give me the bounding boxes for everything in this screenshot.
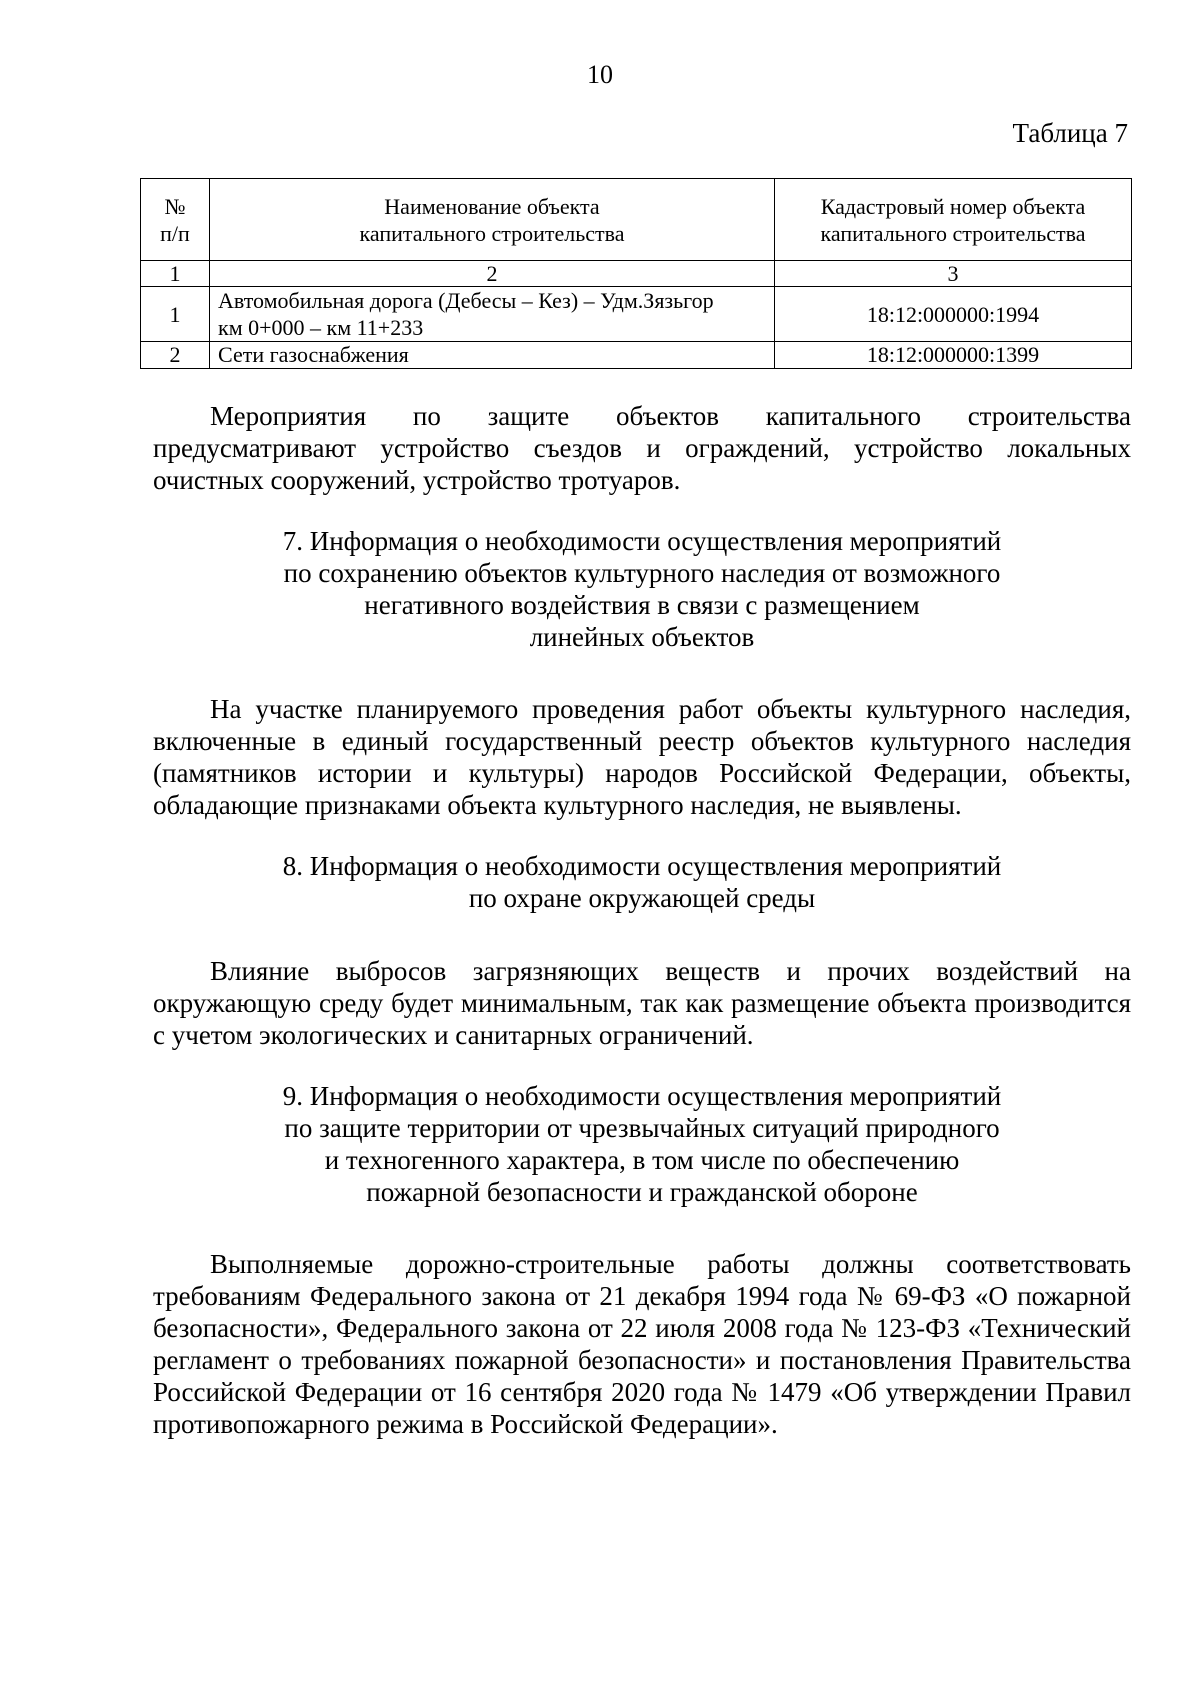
header-num-line1: №: [164, 193, 186, 219]
column-number-row: [141, 261, 1132, 287]
table-header-row: [141, 179, 1132, 261]
header-cad-line1: Кадастровый номер объекта: [820, 193, 1086, 219]
protection-measures-paragraph: Мероприятия по защите объектов капитального строительства предусматривают устройство съездов и ограждений, устройство локальных очистных сооружений, устройство тротуаров.: [153, 401, 1131, 495]
header-num-cell: [141, 179, 210, 261]
section-7-heading-line3: негативного воздействия в связи с размещением: [364, 590, 920, 620]
column-number-cell: 3: [775, 261, 1132, 287]
table-row: [141, 287, 1132, 342]
row-name-line1: Автомобильная дорога (Дебесы – Кез) – Удм.Зязьгор: [218, 288, 714, 313]
section-9-paragraph: Выполняемые дорожно-строительные работы должны соответствовать требованиям Федерального закона от 21 декабря 1994 года № 69-ФЗ «О пожарной безопасности», Федерального закона от 22 июля 2008 года № 123-ФЗ «Технический регламент о требованиях пожарной безопасности» и постановления Правительства Российской Федерации от 16 сентября 2020 года № 1479 «Об утверждении Правил противопожарного режима в Российской Федерации».: [153, 1249, 1131, 1439]
row-num-cell: 1: [141, 287, 210, 342]
header-cadastral-cell: [775, 179, 1132, 261]
section-7-heading-line2: по сохранению объектов культурного наследия от возможного: [283, 558, 1001, 588]
section-9-heading-line4: пожарной безопасности и гражданской обороне: [366, 1177, 918, 1207]
column-number-cell: 1: [141, 261, 210, 287]
row-name-cell: Сети газоснабжения: [210, 342, 775, 369]
header-name-line2: капитального строительства: [359, 220, 625, 246]
header-num-line2: п/п: [160, 220, 190, 246]
section-8-heading-line2: по охране окружающей среды: [468, 883, 816, 913]
column-number-cell: 2: [210, 261, 775, 287]
table-caption: Таблица 7: [1012, 118, 1128, 148]
table-row: [141, 342, 1132, 369]
section-9-heading-line1: 9. Информация о необходимости осуществления мероприятий: [282, 1081, 1002, 1111]
section-7-heading-line1: 7. Информация о необходимости осуществления мероприятий: [282, 526, 1002, 556]
section-8-paragraph: Влияние выбросов загрязняющих веществ и прочих воздействий на окружающую среду будет минимальным, так как размещение объекта производится с учетом экологических и санитарных ограничений.: [153, 956, 1131, 1050]
section-7-heading: [153, 525, 1131, 653]
header-name-line1: Наименование объекта: [384, 193, 600, 219]
row-cadastral-cell: 18:12:000000:1399: [775, 342, 1132, 369]
row-cadastral-cell: 18:12:000000:1994: [775, 287, 1132, 342]
page-number: 10: [587, 60, 613, 89]
section-9-heading-line2: по защите территории от чрезвычайных ситуаций природного: [284, 1113, 1000, 1143]
row-num-cell: 2: [141, 342, 210, 369]
section-9-heading-line3: и техногенного характера, в том числе по обеспечению: [324, 1145, 960, 1175]
row-name-line2: км 0+000 – км 11+233: [218, 315, 424, 340]
section-8-heading: [153, 850, 1131, 914]
section-7-paragraph: На участке планируемого проведения работ объекты культурного наследия, включенные в единый государственный реестр объектов культурного наследия (памятников истории и культуры) народов Российской Федерации, объекты, обладающие признаками объекта культурного наследия, не выявлены.: [153, 694, 1131, 820]
header-cad-line2: капитального строительства: [820, 220, 1086, 246]
row-name-cell: [210, 287, 775, 342]
section-7-heading-line4: линейных объектов: [529, 622, 755, 652]
header-name-cell: [210, 179, 775, 261]
objects-table: [140, 178, 1132, 369]
section-8-heading-line1: 8. Информация о необходимости осуществления мероприятий: [282, 851, 1002, 881]
section-9-heading: [153, 1080, 1131, 1208]
